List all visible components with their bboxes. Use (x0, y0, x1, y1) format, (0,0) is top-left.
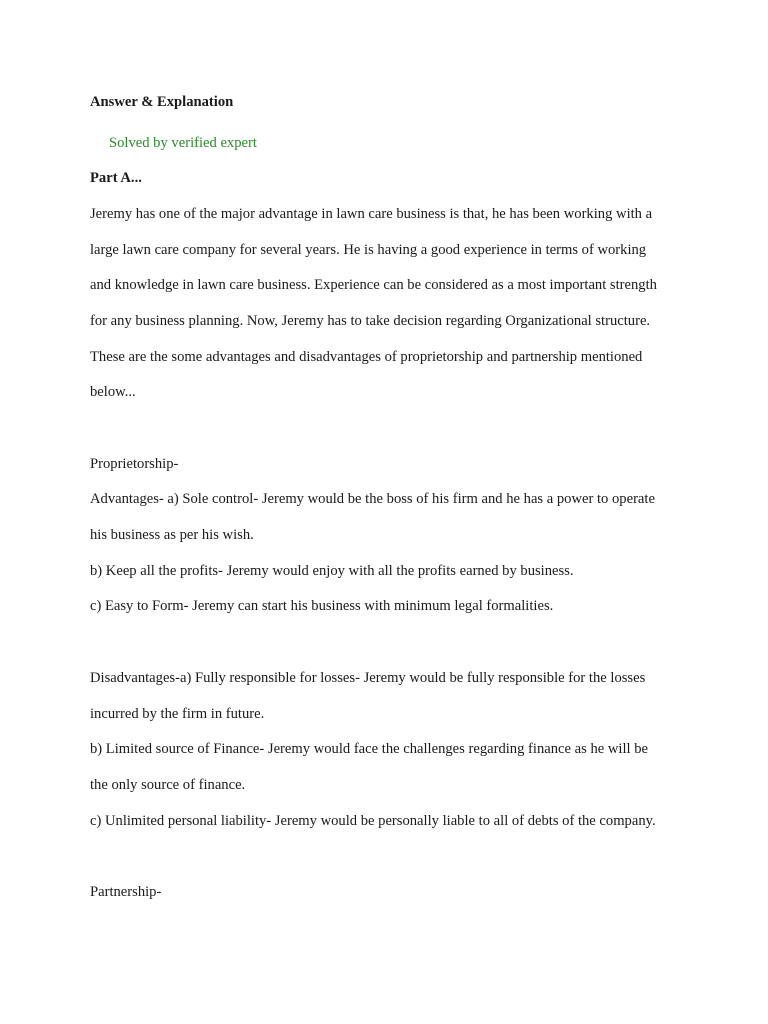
advantages-line-4: c) Easy to Form- Jeremy can start his business with minimum legal formalities. (90, 598, 554, 614)
intro-line-4: for any business planning. Now, Jeremy has to take decision regarding Organizational structure. (90, 313, 651, 329)
intro-line-1: Jeremy has one of the major advantage in lawn care business is that, he has been working with a (90, 206, 653, 222)
disadvantages-line-3: b) Limited source of Finance- Jeremy would face the challenges regarding finance as he will be (90, 741, 648, 757)
answer-heading: Answer & Explanation (90, 94, 234, 110)
advantages-line-3: b) Keep all the profits- Jeremy would enjoy with all the profits earned by business. (90, 563, 574, 579)
disadvantages-line-5: c) Unlimited personal liability- Jeremy would be personally liable to all of debts of the company. (90, 813, 656, 829)
advantages-line-1: Advantages- a) Sole control- Jeremy would be the boss of his firm and he has a power to operate (90, 491, 655, 507)
intro-line-2: large lawn care company for several years. He is having a good experience in terms of working (90, 242, 647, 258)
advantages-line-2: his business as per his wish. (90, 527, 254, 543)
disadvantages-line-1: Disadvantages-a) Fully responsible for losses- Jeremy would be fully responsible for the losses (90, 670, 646, 686)
intro-line-5: These are the some advantages and disadvantages of proprietorship and partnership mentioned (90, 349, 643, 365)
intro-line-6: below... (90, 384, 136, 400)
intro-line-3: and knowledge in lawn care business. Experience can be considered as a most important strength (90, 277, 657, 293)
disadvantages-line-4: the only source of finance. (90, 777, 246, 793)
disadvantages-line-2: incurred by the firm in future. (90, 706, 265, 722)
part-a-title: Part A... (90, 170, 142, 186)
partnership-title: Partnership- (90, 884, 162, 900)
proprietorship-title: Proprietorship- (90, 456, 179, 472)
verified-expert-label: Solved by verified expert (109, 135, 257, 151)
